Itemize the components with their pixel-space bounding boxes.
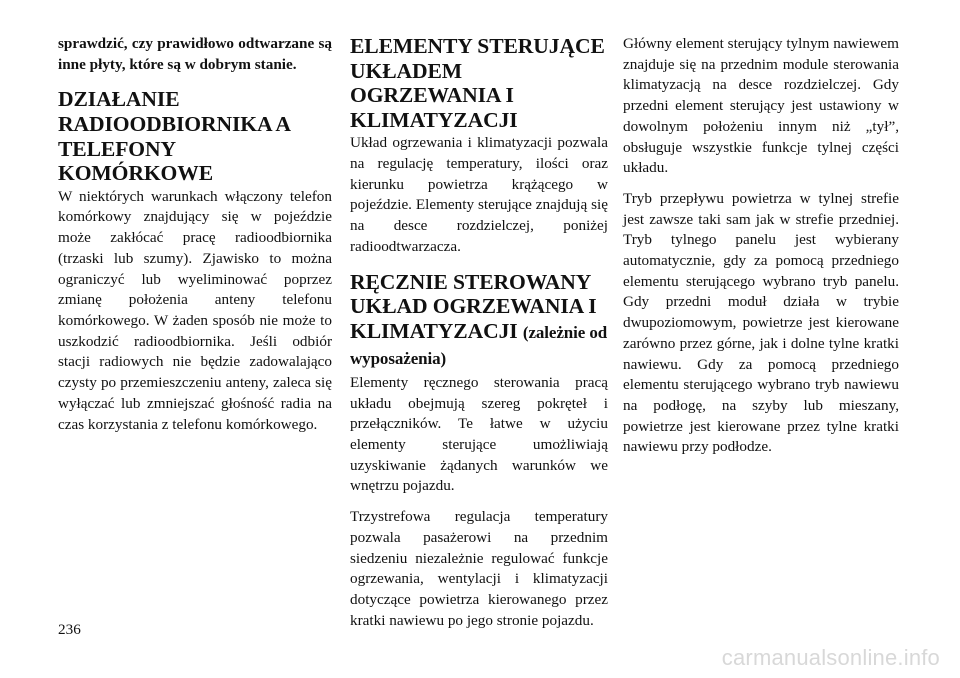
column-right — [623, 34, 899, 458]
watermark: carmanualsonline.info — [721, 645, 940, 670]
climate-intro-paragraph: Układ ogrzewania i klimatyzacji pozwala na regulację temperatury, ilości oraz kierunku powietrza krążącego w pojeździe. Elementy sterujące znajdują się na desce rozdzielczej, poniżej radioodtwarzacza. — [350, 134, 608, 255]
column-left — [58, 34, 332, 435]
equipment-note: (zależnie od wyposażenia) — [350, 322, 608, 369]
radio-paragraph: W niektórych warunkach włączony telefon komórkowy znajdujący się w pojeździe może zakłócać pracę radioodbiornika (trzaski lub szumy). Zjawisko to można ograniczyć lub wyeliminować poprzez zmianę położenia anteny telefonu komórkowego. W żaden sposób nie może to uszkodzić radioodbiornika. Jeśli odbiór stacji radiowych nie będzie zadowalająco czysty po przemieszczeniu anteny, zaleca się wyłączać lub zmniejszać głośność radia na czas korzystania z telefonu komórkowego. — [58, 187, 332, 433]
three-zone-paragraph: Trzystrefowa regulacja temperatury pozwala pasażerowi na przednim siedzeniu niezależnie regulować funkcje ogrzewania, wentylacji i klimatyzacji dotyczące powietrza kierowanego przez kratki nawiewu po jego stronie pojazdu. — [350, 508, 608, 629]
section-heading-radio: DZIAŁANIE RADIOODBIORNIKA A TELEFONY KOMÓRKOWE — [58, 87, 290, 186]
rear-airflow-paragraph: Tryb przepływu powietrza w tylnej strefie jest zawsze taki sam jak w strefie przedniej. Tryb tylnego panelu jest wybierany automatycznie, gdy za pomocą przedniego elementu sterującego wybrano tryb panelu. Gdy przedni moduł działa w trybie dwupoziomowym, powietrze jest kierowane zarówno przez górne, jak i dolne tylne kratki nawiewu. Gdy za pomocą przedniego elementu sterującego wybrano tryb nawiewu na podłogę, na szyby lub mieszany, powietrze jest kierowane przez tylne kratki nawiewu przy podłodze. — [623, 189, 899, 456]
rear-control-paragraph: Główny element sterujący tylnym nawiewem znajduje się na przednim module sterowania klimatyzacją na desce rozdzielczej. Gdy przedni element sterujący jest ustawiony w dowolnym położeniu innym niż „tył”, obsługuje wszystkie funkcje tylnej części układu. — [623, 35, 899, 177]
continued-paragraph: sprawdzić, czy prawidłowo odtwarzane są inne płyty, które są w dobrym stanie. — [58, 35, 332, 73]
manual-controls-paragraph: Elementy ręcznego sterowania pracą układu obejmują szereg pokręteł i przełączników. Te łatwe w użyciu elementy sterujące umożliwiają uzyskiwanie żądanych warunków we wnętrzu pojazdu. — [350, 373, 608, 495]
section-heading-climate-controls: ELEMENTY STERUJĄCE UKŁADEM OGRZEWANIA I KLIMATYZACJI — [350, 34, 605, 132]
page-number: 236 — [58, 621, 81, 638]
manual-climate-title: RĘCZNIE STEROWANY UKŁAD OGRZEWANIA I KLIMATYZACJI — [350, 269, 597, 343]
section-heading-manual-climate — [350, 270, 608, 372]
column-middle — [350, 34, 608, 631]
